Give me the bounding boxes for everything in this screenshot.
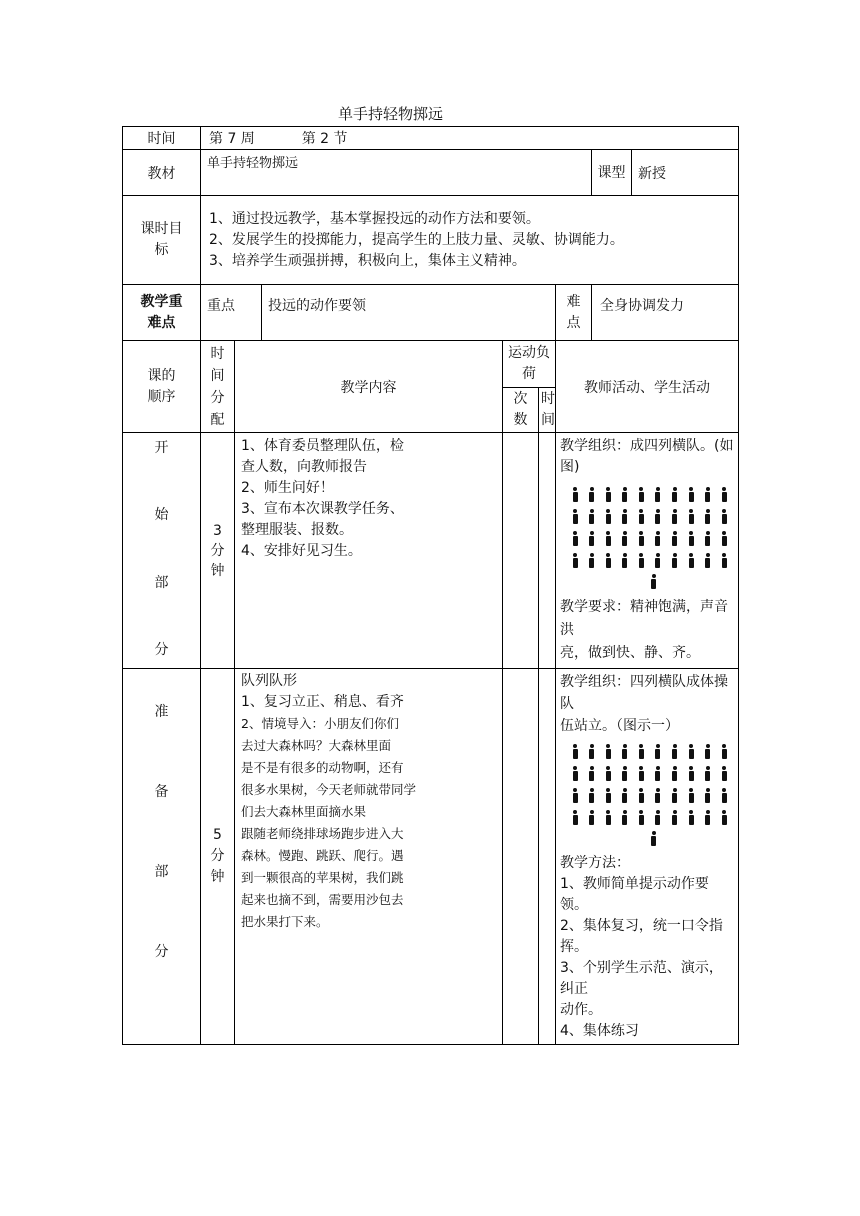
student-icon: [618, 509, 635, 525]
student-icon: [651, 487, 668, 503]
student-icon: [568, 487, 585, 503]
student-icon: [618, 531, 635, 547]
goals-row: [123, 196, 739, 285]
student-icon: [701, 766, 718, 782]
student-icon: [668, 553, 685, 569]
student-icon: [634, 810, 651, 826]
section-content: 1、体育委员整理队伍，检 查人数，向教师报告 2、师生问好！ 3、宣布本次课教学任务、 整理服装、报数。 4、安排好见习生。: [235, 433, 503, 669]
student-icon: [568, 810, 585, 826]
col-duration: 时间: [539, 388, 556, 433]
goal-item: 1、通过投远教学，基本掌握投远的动作方法和要领。: [209, 210, 540, 227]
lesson-plan-table: [122, 126, 739, 1045]
section-duration: [539, 433, 556, 669]
student-icon: [717, 553, 734, 569]
student-icon: [717, 487, 734, 503]
section-activity: [556, 433, 739, 669]
student-icon: [618, 788, 635, 804]
material-value: 单手持轻物掷远: [201, 150, 592, 196]
section-activity: [556, 669, 739, 1045]
student-icon: [684, 744, 701, 760]
goal-item: 2、发展学生的投掷能力，提高学生的上肢力量、灵敏、协调能力。: [209, 231, 624, 248]
student-icon: [601, 531, 618, 547]
goals-list: [201, 196, 739, 285]
student-icon: [668, 788, 685, 804]
student-icon: [601, 766, 618, 782]
student-icon: [717, 509, 734, 525]
goal-item: 3、培养学生顽强拼搏，积极向上，集体主义精神。: [209, 252, 526, 269]
student-icon: [651, 509, 668, 525]
activity-requirement: 教学要求：精神饱满，声音洪 亮，做到快、静、齐。: [560, 599, 728, 661]
section-count: [503, 433, 539, 669]
student-icon: [684, 487, 701, 503]
student-icon: [651, 553, 668, 569]
student-icon: [618, 487, 635, 503]
student-icon: [618, 766, 635, 782]
student-icon: [634, 487, 651, 503]
section-warmup: [123, 669, 739, 1045]
student-icon: [651, 531, 668, 547]
student-icon: [668, 744, 685, 760]
student-icon: [618, 810, 635, 826]
student-icon: [601, 553, 618, 569]
type-label: 课型: [592, 150, 632, 196]
student-icon: [701, 744, 718, 760]
teacher-icon: [647, 831, 665, 847]
section-duration: [539, 669, 556, 1045]
student-icon: [701, 487, 718, 503]
student-icon: [684, 766, 701, 782]
activity-organization: 教学组织：成四列横队。(如图): [560, 438, 734, 475]
section-opening: [123, 433, 739, 669]
student-icon: [701, 531, 718, 547]
student-icon: [585, 487, 602, 503]
formation-diagram: [568, 484, 734, 592]
activity-methods: 教学方法： 1、教师简单提示动作要领。 2、集体复习，统一口令指挥。 3、个别学生示范、演示，纠正 动作。 4、集体练习: [560, 855, 723, 1039]
student-icon: [634, 744, 651, 760]
student-icon: [601, 487, 618, 503]
document-title: 单手持轻物掷远: [338, 105, 444, 123]
section-content: 队列队形 1、复习立正、稍息、看齐 2、情境导入：小朋友们你们 去过大森林吗？大森林里面 是不是有很多的动物啊，还有 很多水果树，今天老师就带同学 们去大森林里面摘水果 跟随老师绕排球场跑步进入大 森林。慢跑、跳跃、爬行。遇 到一颗很高的苹果树，我们跳 起来也摘不到，需要用沙包去 把水果打下来。: [235, 669, 503, 1045]
student-icon: [684, 788, 701, 804]
student-icon: [634, 766, 651, 782]
student-icon: [585, 553, 602, 569]
section-count: [503, 669, 539, 1045]
student-icon: [717, 810, 734, 826]
student-icon: [634, 788, 651, 804]
student-icon: [585, 744, 602, 760]
student-icon: [717, 766, 734, 782]
student-icon: [668, 509, 685, 525]
difficulty-value: 全身协调发力: [592, 285, 739, 341]
key-points-label: 教学重难点: [123, 285, 201, 341]
student-icon: [585, 810, 602, 826]
student-icon: [568, 788, 585, 804]
student-icon: [684, 553, 701, 569]
student-icon: [634, 553, 651, 569]
student-icon: [618, 553, 635, 569]
section-time: 3 分 钟: [201, 433, 235, 669]
column-header-row: [123, 341, 739, 388]
student-icon: [701, 553, 718, 569]
student-icon: [668, 766, 685, 782]
student-icon: [601, 509, 618, 525]
student-icon: [684, 810, 701, 826]
activity-organization: 教学组织：四列横队成体操队 伍站立。（图示一）: [560, 674, 728, 734]
student-icon: [634, 509, 651, 525]
student-icon: [684, 509, 701, 525]
student-icon: [601, 744, 618, 760]
student-icon: [568, 509, 585, 525]
student-icon: [701, 509, 718, 525]
time-label: 时间: [123, 127, 201, 150]
student-icon: [668, 810, 685, 826]
focus-label: 重点: [201, 285, 262, 341]
student-icon: [717, 788, 734, 804]
student-icon: [568, 553, 585, 569]
time-value: [201, 127, 739, 150]
student-icon: [717, 531, 734, 547]
student-icon: [634, 531, 651, 547]
col-order: 课的顺序: [123, 341, 201, 433]
student-icon: [701, 788, 718, 804]
lesson-number: 第 2 节: [301, 131, 348, 147]
section-name: 开 始 部 分: [123, 433, 201, 669]
student-icon: [585, 509, 602, 525]
student-icon: [651, 744, 668, 760]
time-row: [123, 127, 739, 150]
student-icon: [701, 810, 718, 826]
student-icon: [668, 531, 685, 547]
type-value: 新授: [632, 150, 739, 196]
student-icon: [717, 744, 734, 760]
student-icon: [568, 766, 585, 782]
student-icon: [684, 531, 701, 547]
col-time: 时间分配: [201, 341, 235, 433]
goals-label: 课时目标: [123, 196, 201, 285]
col-count: 次数: [503, 388, 539, 433]
difficulty-label: 难点: [556, 285, 592, 341]
section-time: 5 分 钟: [201, 669, 235, 1045]
section-name: 准 备 部 分: [123, 669, 201, 1045]
student-icon: [601, 788, 618, 804]
student-icon: [585, 531, 602, 547]
key-points-row: [123, 285, 739, 341]
student-icon: [568, 531, 585, 547]
student-icon: [651, 810, 668, 826]
student-icon: [618, 744, 635, 760]
col-load: 运动负荷: [503, 341, 556, 388]
material-row: [123, 150, 739, 196]
material-label: 教材: [123, 150, 201, 196]
formation-diagram: [568, 741, 734, 849]
student-icon: [651, 788, 668, 804]
student-icon: [568, 744, 585, 760]
col-activity: 教师活动、学生活动: [556, 341, 739, 433]
student-icon: [668, 487, 685, 503]
focus-value: 投远的动作要领: [262, 285, 556, 341]
student-icon: [651, 766, 668, 782]
teacher-icon: [647, 574, 665, 590]
student-icon: [601, 810, 618, 826]
student-icon: [585, 788, 602, 804]
col-content: 教学内容: [235, 341, 503, 433]
student-icon: [585, 766, 602, 782]
week: 第 7 周: [209, 131, 255, 147]
